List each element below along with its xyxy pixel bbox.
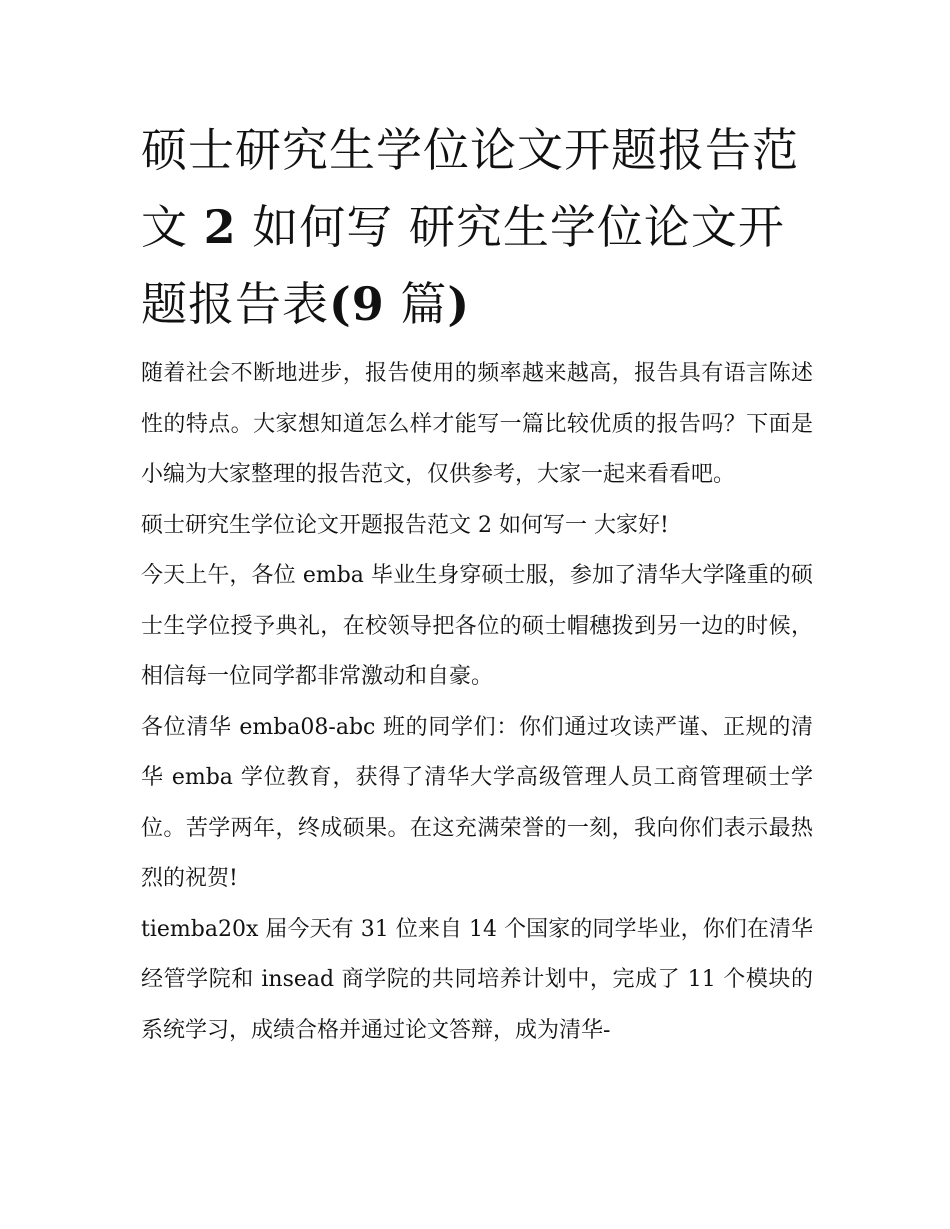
paragraph-greeting: 硕士研究生学位论文开题报告范文 2 如何写一 大家好! bbox=[141, 512, 669, 538]
paragraph-ceremony: 今天上午，各位 emba 毕业生身穿硕士服，参加了清华大学隆重的硕士生学位授予典礼，在校领导把各位的硕士帽穗拨到另一边的时候，相信每一位同学都非常激动和自豪。 bbox=[141, 563, 813, 689]
document-body bbox=[141, 349, 813, 1056]
paragraph-intro: 随着社会不断地进步，报告使用的频率越来越高，报告具有语言陈述性的特点。大家想知道怎么样才能写一篇比较优质的报告吗？下面是小编为大家整理的报告范文，仅供参考，大家一起来看看吧。 bbox=[141, 361, 813, 487]
paragraph-graduates: tiemba20x 届今天有 31 位来自 14 个国家的同学毕业，你们在清华经管学院和 insead 商学院的共同培养计划中，完成了 11 个模块的系统学习，成绩合格并通过论文答辩，成为清华- bbox=[141, 916, 813, 1043]
document-page bbox=[141, 112, 813, 1056]
paragraph-congratulation: 各位清华 emba08-abc 班的同学们：你们通过攻读严谨、正规的清华 emba 学位教育，获得了清华大学高级管理人员工商管理硕士学位。苦学两年，终成硕果。在这充满荣誉的一刻，我向你们表示最热烈的祝贺! bbox=[141, 714, 813, 891]
document-title: 硕士研究生学位论文开题报告范文 2 如何写 研究生学位论文开题报告表(9 篇) bbox=[141, 123, 799, 331]
